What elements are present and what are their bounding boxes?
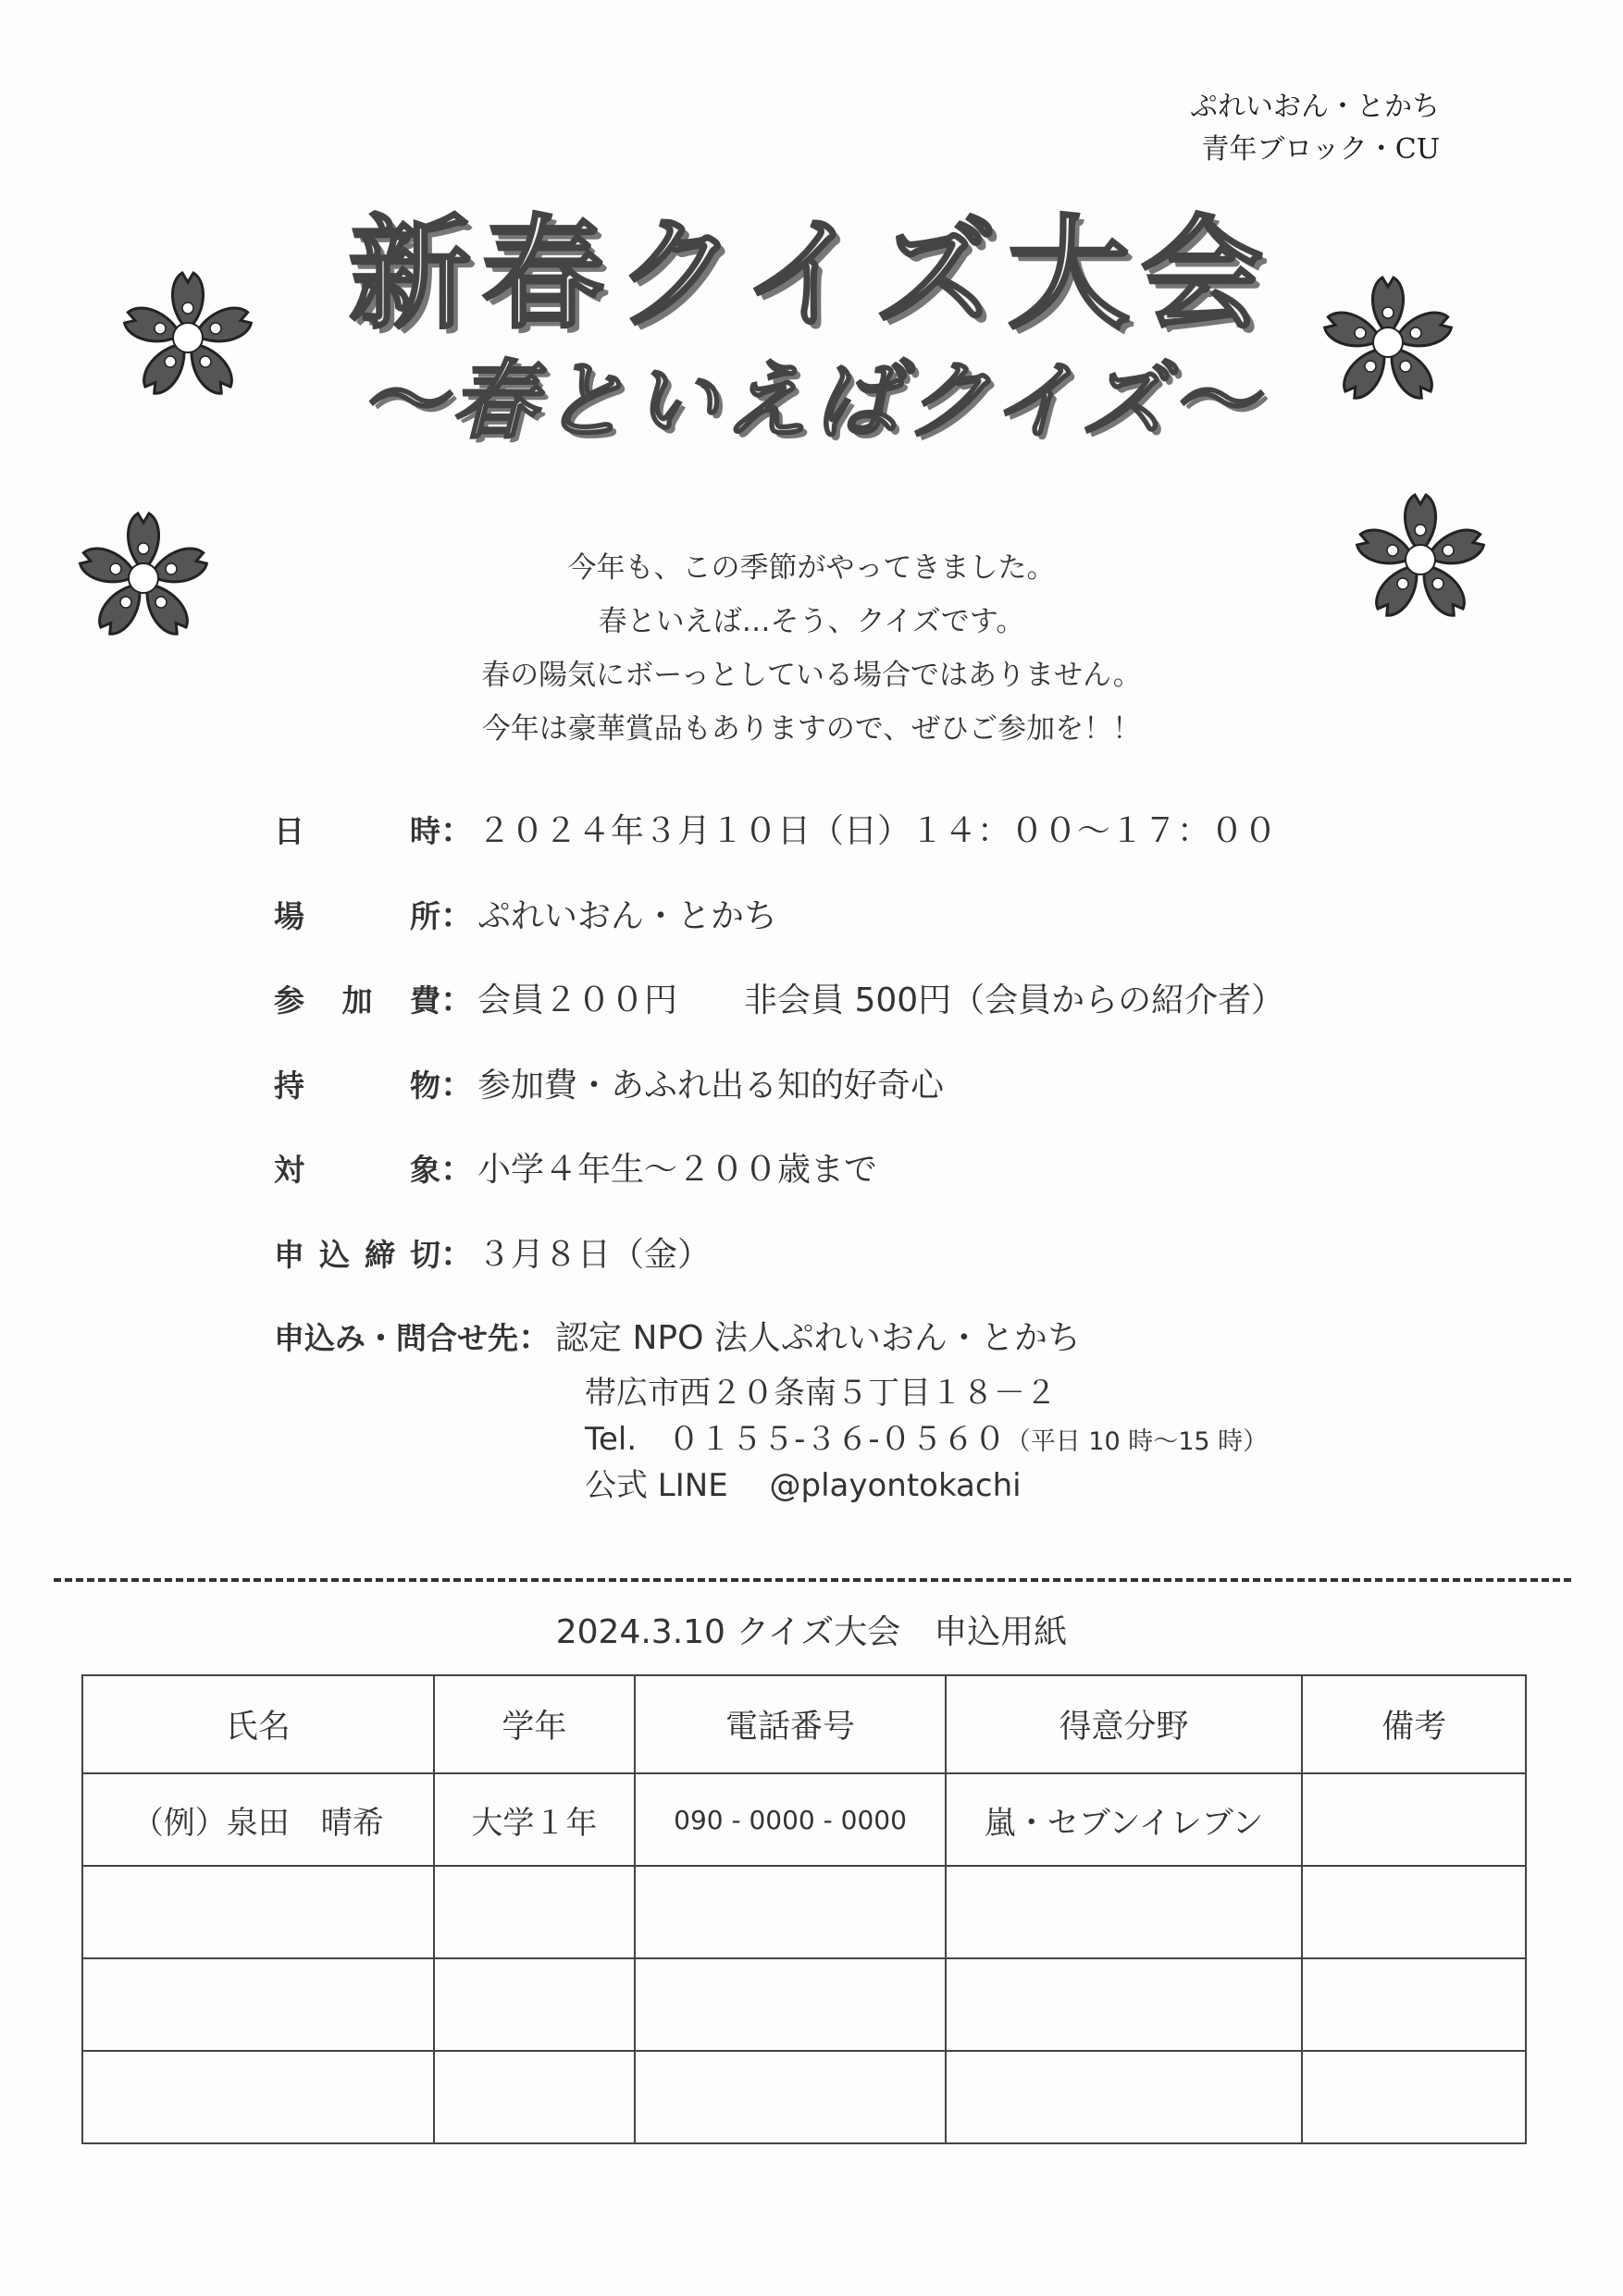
detail-items: 持 物： 参加費・あふれ出る知的好奇心: [274, 1059, 944, 1106]
name-cell[interactable]: [82, 2051, 434, 2143]
contact-tel-row: [585, 1413, 1268, 1459]
intro-text: [0, 541, 1623, 756]
example-grade: 大学１年: [434, 1773, 636, 1866]
detail-value: 会員２００円 非会員 500円（会員からの紹介者）: [477, 981, 1285, 1019]
organizer-name: ぷれいおん・とかち: [1190, 91, 1440, 123]
table-row: [82, 1958, 1526, 2051]
intro-line: 春の陽気にボーっとしている場合ではありません。: [481, 659, 1142, 692]
example-row: [82, 1773, 1526, 1866]
detail-value: ぷれいおん・とかち: [477, 897, 778, 935]
notes-cell[interactable]: [1302, 1958, 1526, 2051]
header-specialty: 得意分野: [946, 1675, 1302, 1773]
table-header-row: [82, 1675, 1526, 1773]
table-row: [82, 1866, 1526, 1958]
detail-label: 申込締切: [274, 1237, 440, 1273]
application-form-table: [81, 1674, 1527, 2144]
example-notes: [1302, 1773, 1526, 1866]
header-name: 氏名: [82, 1675, 434, 1773]
header-grade: 学年: [434, 1675, 636, 1773]
detail-value: 参加費・あふれ出る知的好奇心: [477, 1067, 945, 1105]
detail-value: ３月８日（金）: [477, 1236, 712, 1274]
grade-cell[interactable]: [434, 2051, 636, 2143]
header-notes: 備考: [1302, 1675, 1526, 1773]
grade-cell[interactable]: [434, 1958, 636, 2051]
phone-cell[interactable]: [635, 2051, 946, 2143]
table-row: [82, 2051, 1526, 2143]
detail-date: 日 時： ２０２４年３月１０日（日）１４：００～１７：００: [274, 805, 1277, 852]
detail-label: 参加費: [274, 982, 440, 1018]
detail-label: 場 所: [274, 898, 440, 934]
detail-deadline: 申込締切： ３月８日（金）: [274, 1228, 711, 1276]
example-phone: 090 - 0000 - 0000: [635, 1773, 946, 1866]
cut-line: [54, 1578, 1571, 1582]
event-subtitle: ～春といえばクイズ～: [360, 351, 1263, 451]
notes-cell[interactable]: [1302, 1866, 1526, 1958]
notes-cell[interactable]: [1302, 2051, 1526, 2143]
intro-line: 春といえば…そう、クイズです。: [598, 605, 1025, 638]
header-phone: 電話番号: [635, 1675, 946, 1773]
example-name: （例）泉田 晴希: [82, 1773, 434, 1866]
contact-tel: Tel. ０１５５-３６-０５６０: [585, 1421, 1006, 1458]
form-title: 2024.3.10 クイズ大会 申込用紙: [555, 1613, 1068, 1651]
contact-hours: （平日 10 時～15 時）: [1005, 1427, 1269, 1456]
specialty-cell[interactable]: [946, 1958, 1302, 2051]
detail-value: 小学４年生～２００歳まで: [477, 1151, 878, 1189]
contact-line: 公式 LINE @playontokachi: [585, 1467, 1022, 1504]
phone-cell[interactable]: [635, 1958, 946, 2051]
example-specialty: 嵐・セブンイレブン: [946, 1773, 1302, 1866]
detail-value: ２０２４年３月１０日（日）１４：００～１７：００: [477, 812, 1278, 850]
organizer-group: 青年ブロック・CU: [1201, 133, 1440, 166]
contact-address: 帯広市西２０条南５丁目１８－２: [585, 1375, 1057, 1412]
detail-fee: 参加費： 会員２００円 非会員 500円（会員からの紹介者）: [274, 974, 1284, 1021]
name-cell[interactable]: [82, 1866, 434, 1958]
specialty-cell[interactable]: [946, 2051, 1302, 2143]
contact-label: 申込み・問合せ先: [274, 1320, 518, 1356]
specialty-cell[interactable]: [946, 1866, 1302, 1958]
grade-cell[interactable]: [434, 1866, 636, 1958]
detail-label: 対 象: [274, 1152, 440, 1188]
intro-line: 今年も、この季節がやってきました。: [567, 551, 1056, 585]
contact-org: 認定 NPO 法人ぷれいおん・とかち: [555, 1319, 1081, 1357]
detail-label: 持 物: [274, 1068, 440, 1104]
name-cell[interactable]: [82, 1958, 434, 2051]
contact-row: 申込み・問合せ先： 認定 NPO 法人ぷれいおん・とかち: [274, 1319, 1081, 1357]
event-title: 新春クイズ大会: [348, 203, 1275, 346]
phone-cell[interactable]: [635, 1866, 946, 1958]
intro-line: 今年は豪華賞品もありますので、ぜひご参加を！！: [481, 712, 1142, 746]
detail-target: 対 象： 小学４年生～２００歳まで: [274, 1143, 877, 1191]
detail-label: 日 時: [274, 813, 440, 849]
detail-place: 場 所： ぷれいおん・とかち: [274, 890, 777, 937]
